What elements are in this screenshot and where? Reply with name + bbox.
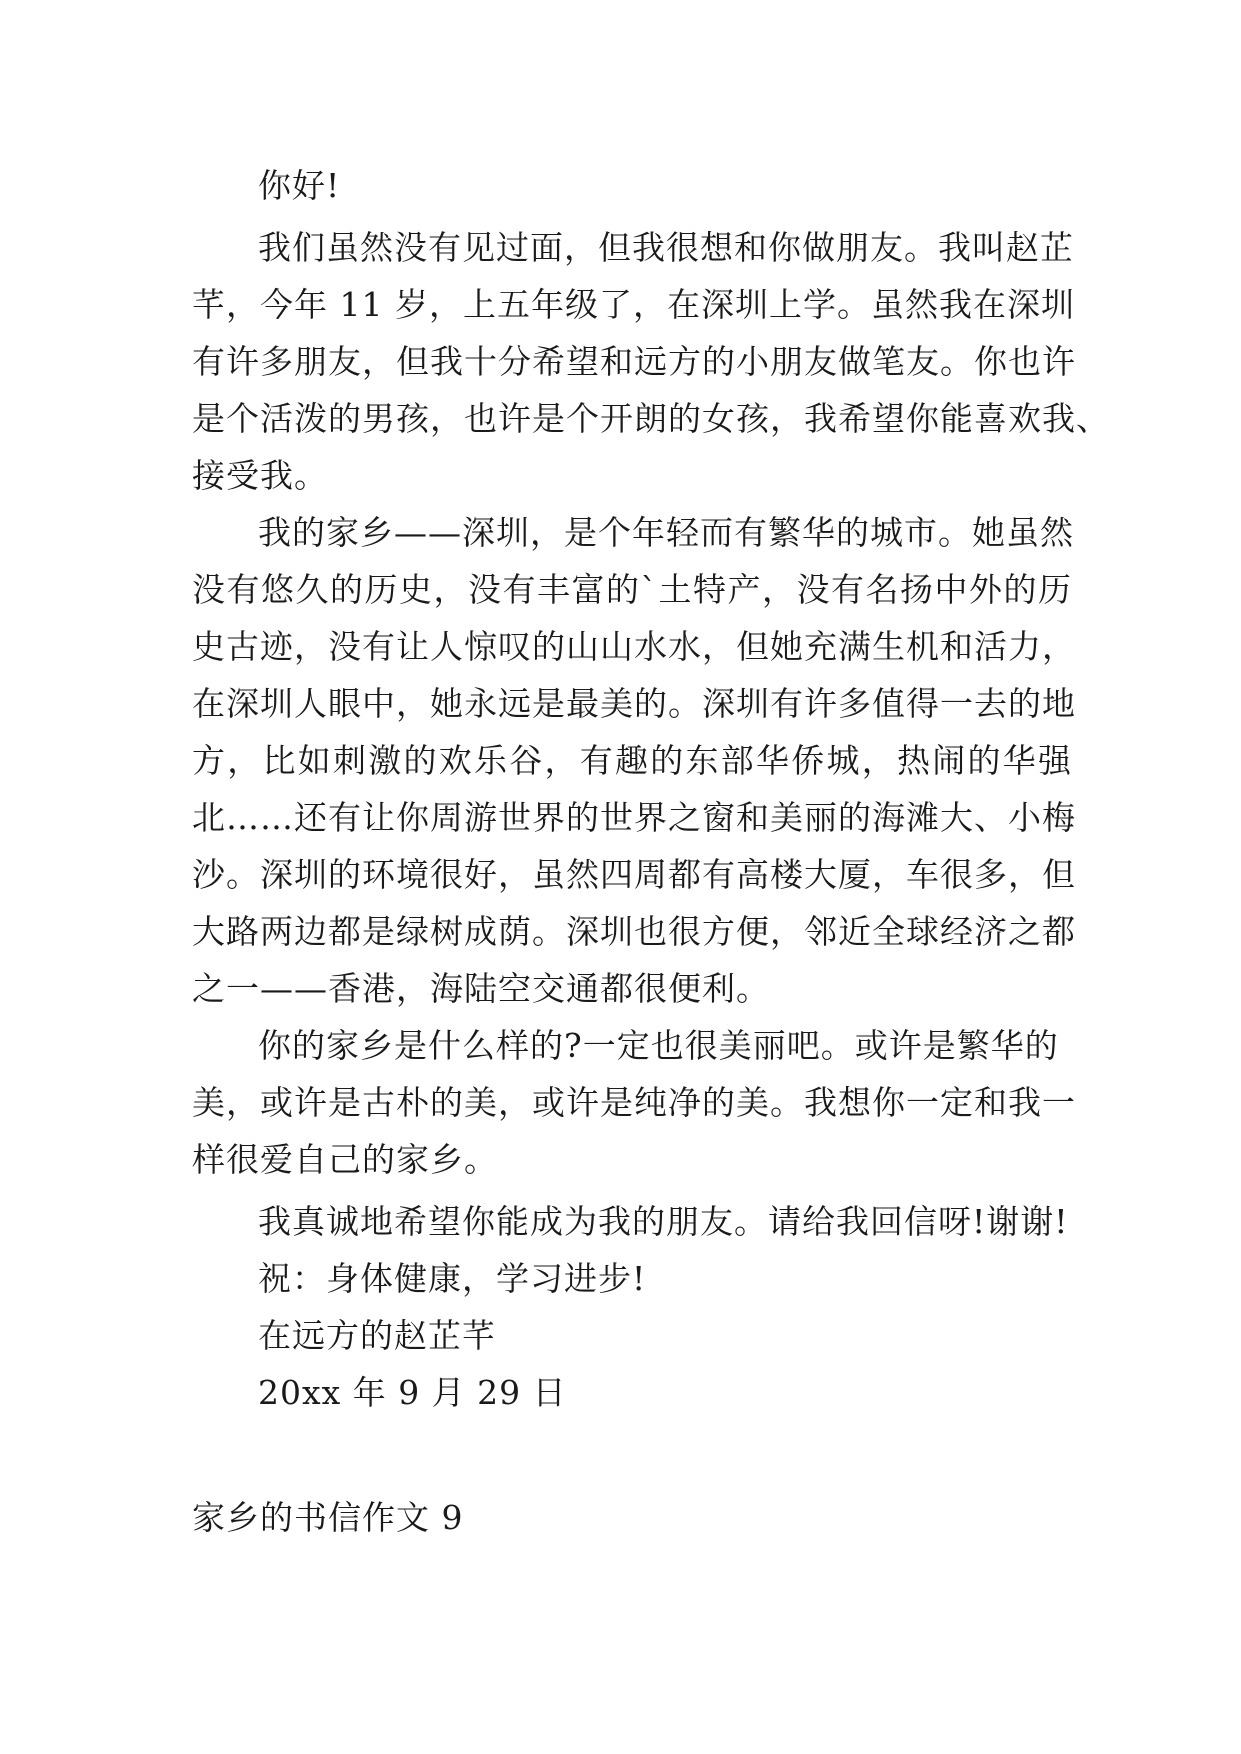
paragraph-line: 北……还有让你周游世界的世界之窗和美丽的海滩大、小梅 (192, 798, 1076, 837)
signature: 在远方的赵芷芊 (258, 1316, 496, 1355)
paragraph-line: 是个活泼的男孩，也许是个开朗的女孩，我希望你能喜欢我、 (192, 399, 1110, 438)
date: 20xx 年 9 月 29 日 (258, 1373, 567, 1412)
paragraph-line: 样很爱自己的家乡。 (192, 1140, 498, 1179)
greeting: 你好! (258, 166, 341, 205)
paragraph-line: 有许多朋友，但我十分希望和远方的小朋友做笔友。你也许 (192, 342, 1076, 381)
paragraph-line: 芊，今年 11 岁，上五年级了，在深圳上学。虽然我在深圳 (192, 285, 1075, 324)
paragraph-line: 接受我。 (192, 456, 328, 495)
paragraph-line: 沙。深圳的环境很好，虽然四周都有高楼大厦，车很多，但 (192, 855, 1076, 894)
paragraph-line: 你的家乡是什么样的?一定也很美丽吧。或许是繁华的 (258, 1026, 1059, 1065)
paragraph-line: 史古迹，没有让人惊叹的山山水水，但她充满生机和活力， (192, 627, 1076, 666)
paragraph-line: 美，或许是古朴的美，或许是纯净的美。我想你一定和我一 (192, 1083, 1076, 1122)
next-section-heading: 家乡的书信作文 9 (192, 1498, 464, 1537)
paragraph-line: 之一——香港，海陆空交通都很便利。 (192, 969, 770, 1008)
paragraph-line: 我们虽然没有见过面，但我很想和你做朋友。我叫赵芷 (258, 228, 1074, 267)
paragraph-line: 大路两边都是绿树成荫。深圳也很方便，邻近全球经济之都 (192, 912, 1076, 951)
paragraph-line: 我的家乡——深圳，是个年轻而有繁华的城市。她虽然 (258, 513, 1074, 552)
wish-line: 祝：身体健康，学习进步! (258, 1259, 647, 1298)
closing-line: 我真诚地希望你能成为我的朋友。请给我回信呀!谢谢! (258, 1202, 1069, 1241)
paragraph-line: 在深圳人眼中，她永远是最美的。深圳有许多值得一去的地 (192, 684, 1076, 723)
paragraph-line: 没有悠久的历史，没有丰富的`土特产，没有名扬中外的历 (192, 570, 1072, 609)
paragraph-line: 方，比如刺激的欢乐谷，有趣的东部华侨城，热闹的华强 (192, 741, 1072, 780)
